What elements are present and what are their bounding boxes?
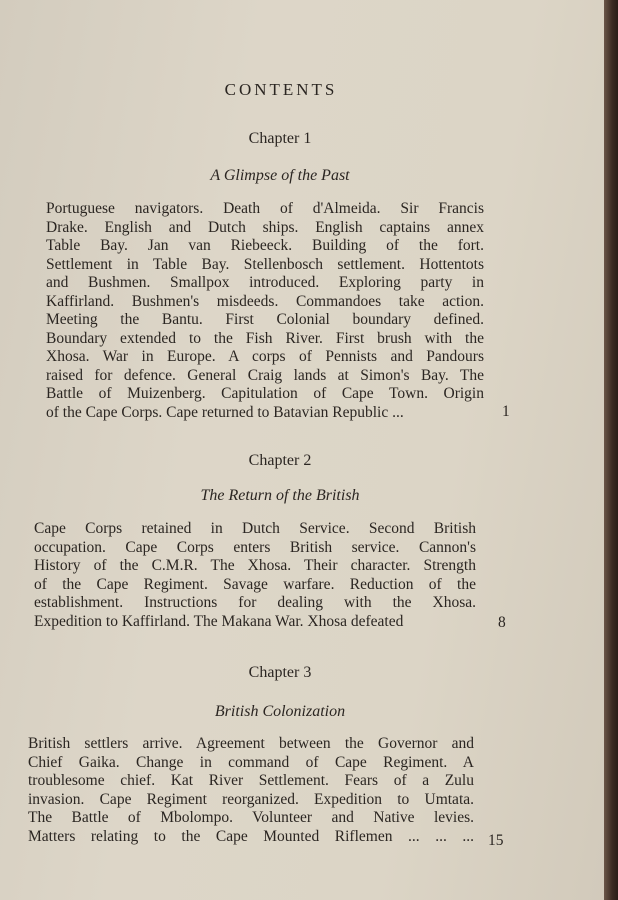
book-spine-edge (604, 0, 618, 900)
summary-line: Chief Gaika. Change in command of Cape Regiment. A (28, 753, 474, 771)
chapter-3-summary (28, 735, 474, 846)
summary-line: troublesome chief. Kat River Settlement. Fears of a Zulu (28, 772, 474, 789)
chapter-1-title: A Glimpse of the Past (210, 167, 350, 184)
summary-line: Meeting the Bantu. First Colonial boundary defined. (46, 311, 484, 328)
summary-line: establishment. Instructions for dealing with the Xhosa. (34, 594, 476, 611)
summary-line: occupation. Cape Corps enters British service. Cannon's (34, 538, 476, 556)
summary-line: British settlers arrive. Agreement between the Governor and (28, 735, 474, 752)
contents-heading: CONTENTS (224, 80, 338, 99)
summary-line: Battle of Muizenberg. Capitulation of Cape Town. Origin (46, 385, 484, 402)
chapter-3-label: Chapter 3 (248, 664, 312, 681)
chapter-3-page-number: 15 (488, 832, 504, 849)
summary-line: Kaffirland. Bushmen's misdeeds. Commandoes take action. (46, 292, 484, 310)
chapter-2-summary (34, 520, 476, 631)
summary-line: raised for defence. General Craig lands at Simon's Bay. The (46, 366, 484, 384)
chapter-2-page-number: 8 (498, 614, 506, 631)
summary-line: Expedition to Kaffirland. The Makana War. Xhosa defeated (34, 612, 404, 630)
summary-line: Settlement in Table Bay. Stellenbosch settlement. Hottentots (46, 255, 484, 273)
summary-line: Table Bay. Jan van Riebeeck. Building of the fort. (46, 237, 484, 254)
summary-line: Cape Corps retained in Dutch Service. Second British (34, 520, 476, 537)
summary-line: and Bushmen. Smallpox introduced. Exploring party in (46, 274, 484, 291)
summary-line: Drake. English and Dutch ships. English captains annex (46, 218, 484, 236)
summary-line: History of the C.M.R. The Xhosa. Their character. Strength (34, 557, 476, 574)
chapter-2-label: Chapter 2 (248, 452, 312, 469)
summary-line: Xhosa. War in Europe. A corps of Pennists and Pandours (46, 348, 484, 365)
chapter-1-label: Chapter 1 (248, 130, 312, 147)
chapter-1-summary (46, 200, 484, 422)
summary-line: of the Cape Regiment. Savage warfare. Reduction of the (34, 575, 476, 593)
chapter-2-title: The Return of the British (200, 487, 360, 504)
summary-line: Boundary extended to the Fish River. First brush with the (46, 329, 484, 347)
summary-line: The Battle of Mbolompo. Volunteer and Native levies. (28, 809, 474, 826)
summary-line: of the Cape Corps. Cape returned to Batavian Republic ... (46, 403, 404, 421)
summary-line: invasion. Cape Regiment reorganized. Expedition to Umtata. (28, 790, 474, 808)
chapter-3-title: British Colonization (214, 703, 346, 720)
summary-line: Portuguese navigators. Death of d'Almeida. Sir Francis (46, 200, 484, 217)
chapter-1-page-number: 1 (502, 403, 510, 420)
summary-line: Matters relating to the Cape Mounted Riflemen ... ... ... (28, 827, 474, 845)
